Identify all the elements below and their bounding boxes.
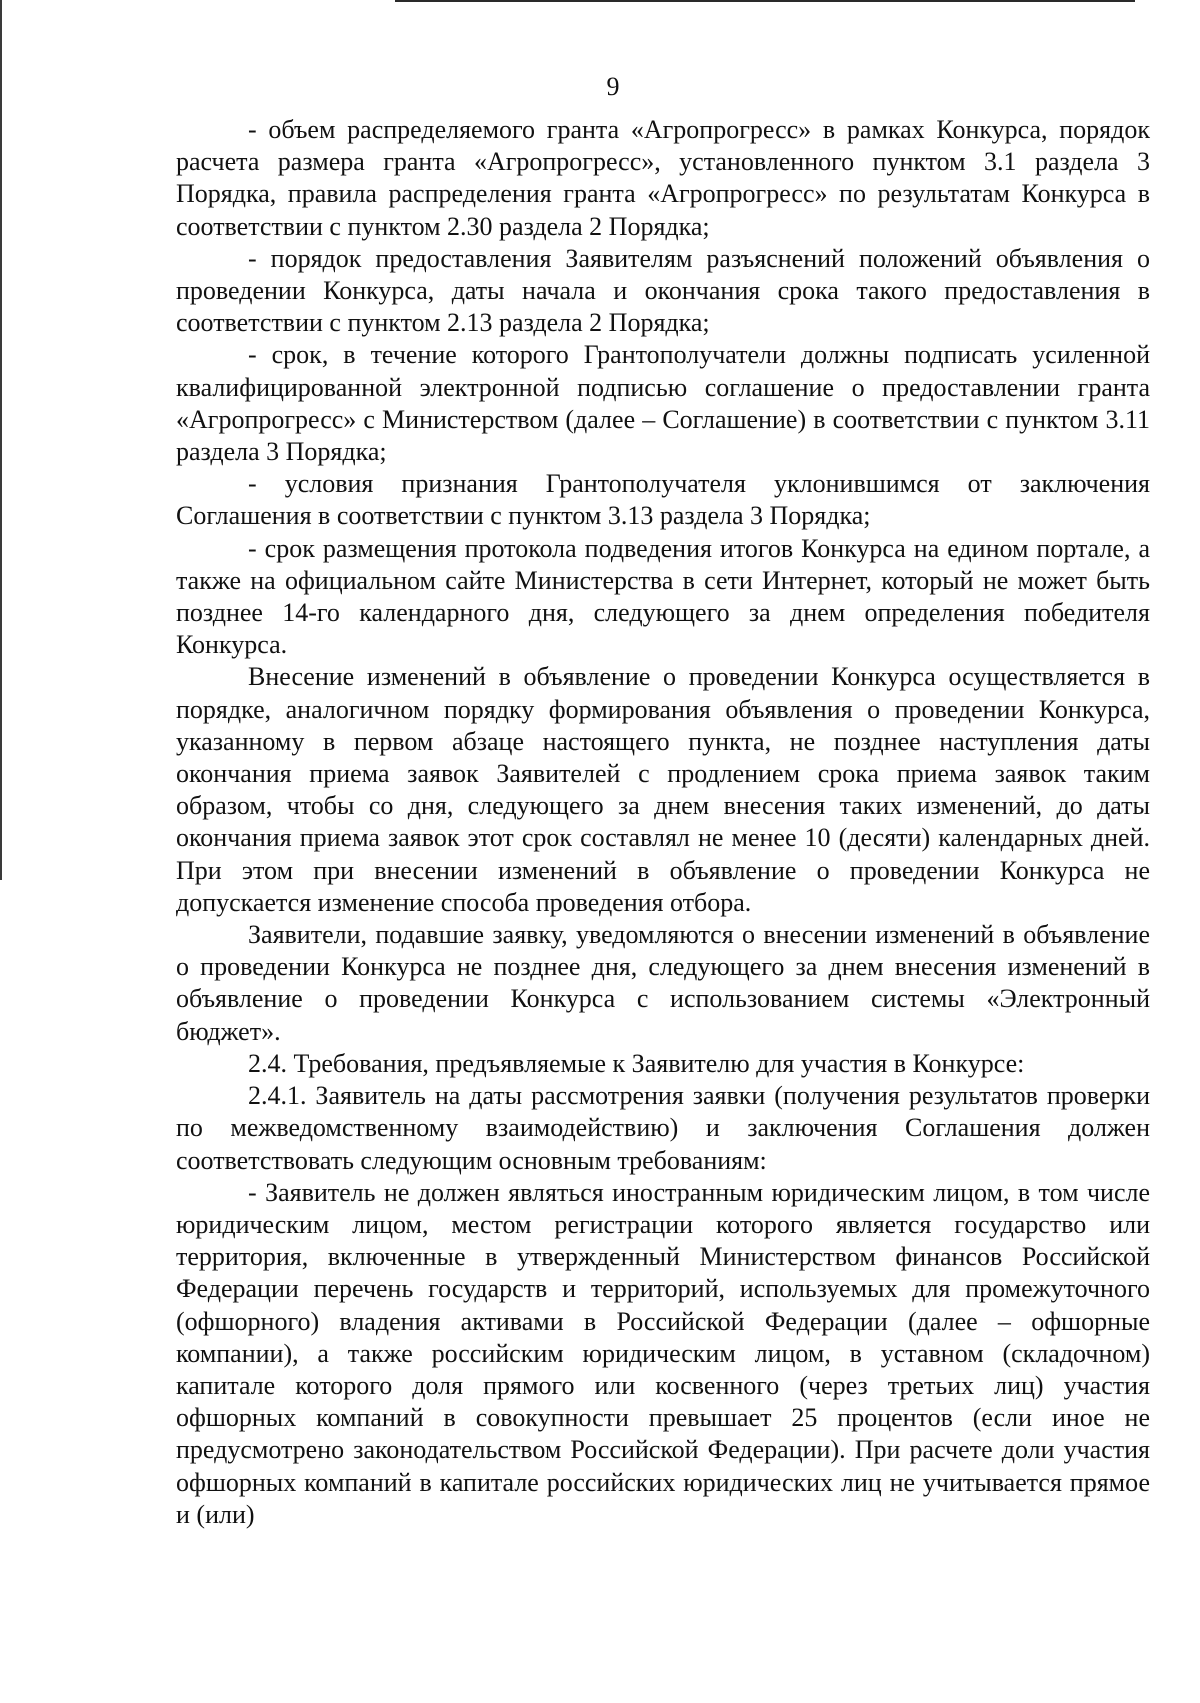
paragraph-amendments: Внесение изменений в объявление о проведении Конкурса осуществляется в порядке, аналогичном порядку формирования объявления о проведении Конкурса, указанному в первом абзаце настоящего пункта, не позднее наступления даты окончания приема заявок Заявителей с продлением срока приема заявок таким образом, чтобы со дня, следующего за днем внесения таких изменений, до даты окончания приема заявок этот срок составлял не менее 10 (десяти) календарных дней. При этом при внесении изменений в объявление о проведении Конкурса не допускается изменение способа проведения отбора. [176, 662, 1150, 917]
page-number: 9 [606, 72, 620, 101]
scan-top-edge-line [395, 0, 1135, 2]
document-body [176, 114, 1150, 1531]
paragraph-section-2-4-1: 2.4.1. Заявитель на даты рассмотрения заявки (получения результатов проверки по межведомственному взаимодействию) и заключения Соглашения должен соответствовать следующим основным требованиям: [176, 1081, 1150, 1175]
paragraph-section-2-4-heading: 2.4. Требования, предъявляемые к Заявителю для участия в Конкурсе: [248, 1048, 1025, 1078]
scan-left-edge-line [0, 0, 2, 880]
paragraph-grant-volume: - объем распределяемого гранта «Агропрогресс» в рамках Конкурса, порядок расчета размера гранта «Агропрогресс», установленного пунктом 3.1 раздела 3 Порядка, правила распределения гранта «Агропрогресс» по результатам Конкурса в соответствии с пунктом 2.30 раздела 2 Порядка; [176, 115, 1150, 241]
paragraph-applicant-notification: Заявители, подавшие заявку, уведомляются о внесении изменений в объявление о проведении Конкурса не позднее дня, следующего за днем внесения изменений в объявление о проведении Конкурса с использованием системы «Электронный бюджет». [176, 920, 1150, 1046]
paragraph-protocol-term: - срок размещения протокола подведения итогов Конкурса на едином портале, а также на официальном сайте Министерства в сети Интернет, который не может быть позднее 14-го календарного дня, следующего за днем определения победителя Конкурса. [176, 533, 1150, 660]
paragraph-clarification-procedure: - порядок предоставления Заявителям разъяснений положений объявления о проведении Конкурса, даты начала и окончания срока такого предоставления в соответствии с пунктом 2.13 раздела 2 Порядка; [176, 243, 1150, 338]
paragraph-offshore-requirement: - Заявитель не должен являться иностранным юридическим лицом, в том числе юридическим лицом, местом регистрации которого является государство или территория, включенные в утвержденный Министерством финансов Российской Федерации перечень государств и территорий, используемых для промежуточного (офшорного) владения активами в Российской Федерации (далее – офшорные компании), а также российским юридическим лицом, в уставном (складочном) капитале которого доля прямого или косвенного (через третьих лиц) участия офшорных компаний в совокупности превышает 25 процентов (если иное не предусмотрено законодательством Российской Федерации). При расчете доли участия офшорных компаний в капитале российских юридических лиц не учитывается прямое и (или) [176, 1177, 1150, 1529]
paragraph-signing-term: - срок, в течение которого Грантополучатели должны подписать усиленной квалифицированной электронной подписью соглашение о предоставлении гранта «Агропрогресс» с Министерством (далее – Соглашение) в соответствии с пунктом 3.11 раздела 3 Порядка; [176, 340, 1150, 467]
paragraph-evasion-conditions: - условия признания Грантополучателя уклонившимся от заключения Соглашения в соответствии с пунктом 3.13 раздела 3 Порядка; [176, 469, 1150, 531]
